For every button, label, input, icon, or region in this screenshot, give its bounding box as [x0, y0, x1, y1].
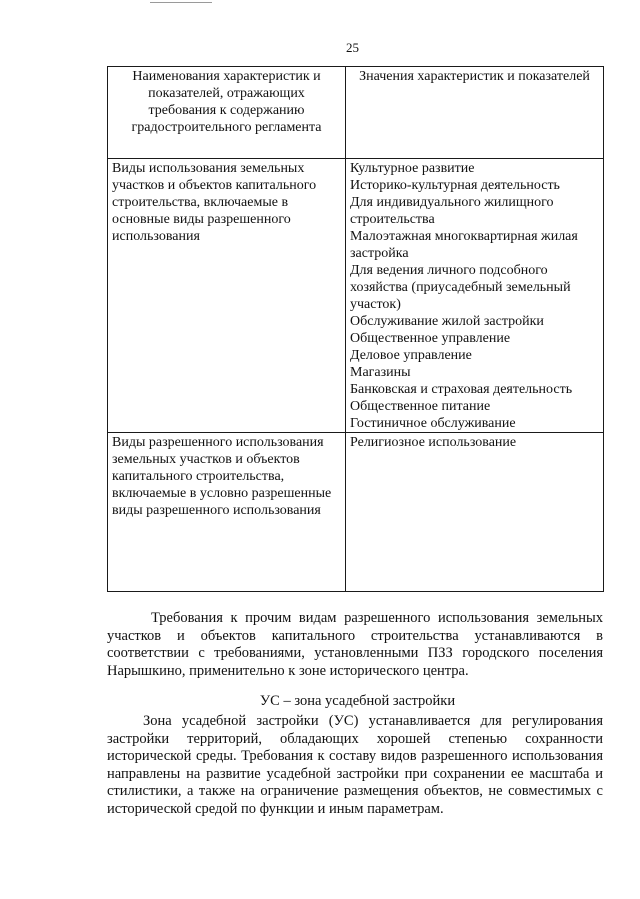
list-item: Банковская и страховая деятельность: [350, 382, 573, 397]
list-item: Деловое управление: [350, 348, 472, 363]
category-conditional-uses: Виды разрешенного использования земельных участков и объектов капитального строительства, включаемые в условно разрешенные виды разрешенного использования: [112, 435, 332, 518]
table-row-main-uses: [108, 159, 604, 433]
section-heading: УС – зона усадебной застройки: [259, 693, 456, 709]
column-header-values-text: Значения характеристик и показателей: [359, 69, 590, 84]
paragraph-zone-description: Зона усадебной застройки (УС) устанавливается для регулирования застройки территорий, обладающих хорошей степенью сохранности исторической среды. Требования к составу видов разрешенного использования направлены на развитие усадебной застройки при сохранении ее масштаба и стилистики, а также на ограничение размещения объектов, не совместимых с исторической средой по функции и иным параметрам.: [107, 713, 603, 817]
values-main-uses: [346, 159, 603, 432]
table-cell-values: [346, 433, 604, 592]
column-header-characteristics-text: Наименования характеристик и показателей, отражающих требования к содержанию градостроительного регламента: [131, 69, 322, 135]
list-item: Общественное управление: [350, 331, 511, 346]
list-item: Гостиничное обслуживание: [350, 416, 516, 431]
list-item: Культурное развитие: [350, 161, 475, 176]
table-header-row: [108, 67, 604, 159]
column-header-values: [346, 67, 604, 159]
list-item: Для индивидуального жилищного строительства: [350, 195, 554, 227]
list-item: Малоэтажная многоквартирная жилая застройка: [350, 229, 578, 261]
table-cell-values: [346, 159, 604, 433]
values-conditional-uses: [346, 433, 603, 451]
list-item: Обслуживание жилой застройки: [350, 314, 544, 329]
list-item: Магазины: [350, 365, 411, 380]
table-cell-category: [108, 159, 346, 433]
list-item: Религиозное использование: [350, 435, 517, 450]
list-item: Историко-культурная деятельность: [350, 178, 560, 193]
column-header-characteristics: [108, 67, 346, 159]
paragraph-other-uses: Требования к прочим видам разрешенного использования земельных участков и объектов капитального строительства устанавливаются в соответствии с требованиями, установленными ПЗЗ городского поселения Нарышкино, применительно к зоне исторического центра.: [107, 610, 603, 679]
regulation-table: [107, 66, 604, 592]
list-item: Общественное питание: [350, 399, 491, 414]
scan-artifact-line: [150, 2, 212, 3]
table-cell-category: [108, 433, 346, 592]
list-item: Для ведения личного подсобного хозяйства (приусадебный земельный участок): [350, 263, 571, 312]
page-number: 25: [346, 40, 359, 55]
category-main-uses: Виды использования земельных участков и объектов капитального строительства, включаемые в основные виды разрешенного использования: [112, 161, 317, 244]
table-row-conditional-uses: [108, 433, 604, 592]
